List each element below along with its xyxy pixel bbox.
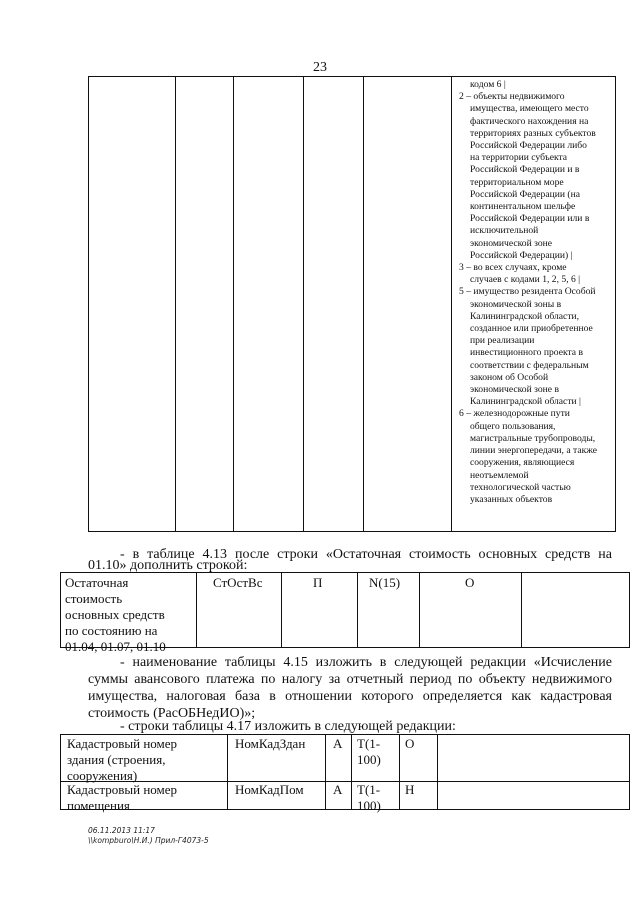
code-value-line: территориальном море [470, 176, 564, 188]
paragraph-table-4-17: - строки таблицы 4.17 изложить в следующей редакции: [120, 719, 456, 734]
code-value-line: Российской Федерации или в [470, 213, 590, 225]
element-code-cell: СтОстВс [213, 575, 263, 590]
code-value-line: 2 – объекты недвижимого [459, 91, 565, 103]
cell-line: сооружения) [67, 768, 138, 783]
cell-line: здания (строения, [67, 752, 166, 767]
element-code-cell: НомКадПом [235, 782, 304, 797]
code-value-line: континентальном шельфе [470, 201, 576, 213]
code-value-line: Российской Федерации (на [470, 188, 580, 200]
paragraph-line: суммы авансового платежа по налогу за отчетный период по объекту недвижимого [88, 672, 612, 687]
cell-line: Кадастровый номер [67, 736, 178, 751]
element-type-cell: А [333, 736, 343, 751]
element-format-cell [357, 782, 381, 814]
code-value-line: неотъемлемой [470, 469, 529, 481]
element-type-cell: П [313, 575, 323, 590]
paragraph-line: - наименование таблицы 4.15 изложить в следующей редакции «Исчисление [120, 655, 612, 670]
element-code-cell: НомКадЗдан [235, 736, 306, 751]
column-divider [437, 735, 438, 809]
element-status-cell: Н [405, 782, 415, 797]
cell-line: 100) [357, 798, 381, 813]
code-value-line: Российской Федерации либо [470, 140, 587, 152]
code-value-line: законом об Особой [470, 371, 549, 383]
code-value-line: при реализации [470, 335, 535, 347]
code-value-line: кодом 6 | [470, 79, 506, 90]
column-divider [227, 735, 228, 809]
column-divider [419, 573, 420, 647]
cell-line: Т(1- [357, 736, 381, 751]
cell-line: стоимость [65, 591, 123, 606]
table-continuation [88, 76, 616, 532]
table-4-17-rows [60, 734, 630, 813]
element-status-cell: О [465, 575, 475, 590]
paragraph-line: стоимость (РасОБНедИО)»; [88, 706, 256, 721]
code-value-line: на территории субъекта [470, 152, 568, 164]
column-divider [325, 735, 326, 809]
column-divider [175, 77, 176, 531]
column-divider [303, 77, 304, 531]
footer [88, 826, 209, 846]
code-value-line: экономической зоне [470, 237, 553, 249]
cell-line: Т(1- [357, 782, 381, 797]
code-value-line: линии энергопередачи, а также [470, 445, 597, 457]
footer-timestamp: 06.11.2013 11:17 [88, 826, 155, 835]
code-value-line: инвестиционного проекта в [470, 347, 583, 359]
code-value-line: Калининградской области, [470, 310, 580, 322]
code-value-line: указанных объектов [470, 493, 553, 505]
footer-file-path: \\kompburo\Н.И.) Прил-Г4073-5 [88, 836, 209, 845]
code-value-line: территориях разных субъектов [470, 127, 596, 139]
code-value-line: случаев с кодами 1, 2, 5, 6 | [470, 274, 581, 286]
code-value-line: Калининградской области | [470, 396, 581, 408]
cell-line: Кадастровый номер [67, 782, 178, 797]
column-divider [281, 573, 282, 647]
element-name-cell [67, 736, 177, 784]
code-values-cell [451, 77, 615, 531]
cell-line: 01.04, 01.07, 01.10 [65, 639, 166, 654]
code-value-line: магистральные трубопроводы, [470, 432, 596, 444]
paragraph-line: имущества, налоговая база в отношении которого определяется как кадастровая [88, 689, 612, 704]
code-value-line: 5 – имущество резидента Особой [459, 286, 596, 298]
element-name-cell [67, 782, 177, 814]
cell-line: Остаточная [65, 575, 129, 590]
code-value-line: технологической частью [470, 481, 571, 493]
element-name-cell [65, 575, 166, 655]
element-format-cell [357, 736, 381, 768]
column-divider [357, 573, 358, 647]
code-value-line: 3 – во всех случаях, кроме [459, 262, 567, 274]
code-value-line: общего пользования, [470, 420, 556, 432]
column-divider [363, 77, 364, 531]
column-divider [351, 735, 352, 809]
column-divider [399, 735, 400, 809]
cell-line: помещения [67, 798, 130, 813]
page-number: 23 [313, 60, 327, 75]
paragraph-line: 01.10» дополнить строкой: [88, 558, 248, 573]
cell-line: 100) [357, 752, 381, 767]
column-divider [196, 573, 197, 647]
code-value-line: исключительной [470, 225, 539, 237]
column-divider [521, 573, 522, 647]
paragraph-block [88, 671, 612, 722]
paragraph-table-4-15 [120, 654, 612, 671]
cell-line: по состоянию на [65, 623, 158, 638]
code-value-line: Российской Федерации и в [470, 164, 580, 176]
code-value-line: созданное или приобретенное [470, 323, 593, 335]
code-value-line: Российской Федерации) | [470, 249, 573, 261]
code-value-line: экономической зоны в [470, 298, 562, 310]
code-value-line: соответствии с федеральным [470, 359, 589, 371]
code-value-line: экономической зоне в [470, 384, 559, 396]
code-value-line: имущества, имеющего место [470, 103, 589, 115]
code-value-line: фактического нахождения на [470, 115, 589, 127]
element-type-cell: А [333, 782, 343, 797]
paragraph-line: - в таблице 4.13 после строки «Остаточная стоимость основных средств на [120, 547, 612, 562]
element-format-cell: N(15) [369, 575, 401, 590]
element-status-cell: О [405, 736, 415, 751]
code-value-line: сооружения, являющиеся [470, 457, 575, 469]
code-value-line: 6 – железнодорожные пути [459, 408, 570, 420]
table-4-13-new-row [60, 572, 630, 654]
column-divider [233, 77, 234, 531]
cell-line: основных средств [65, 607, 165, 622]
